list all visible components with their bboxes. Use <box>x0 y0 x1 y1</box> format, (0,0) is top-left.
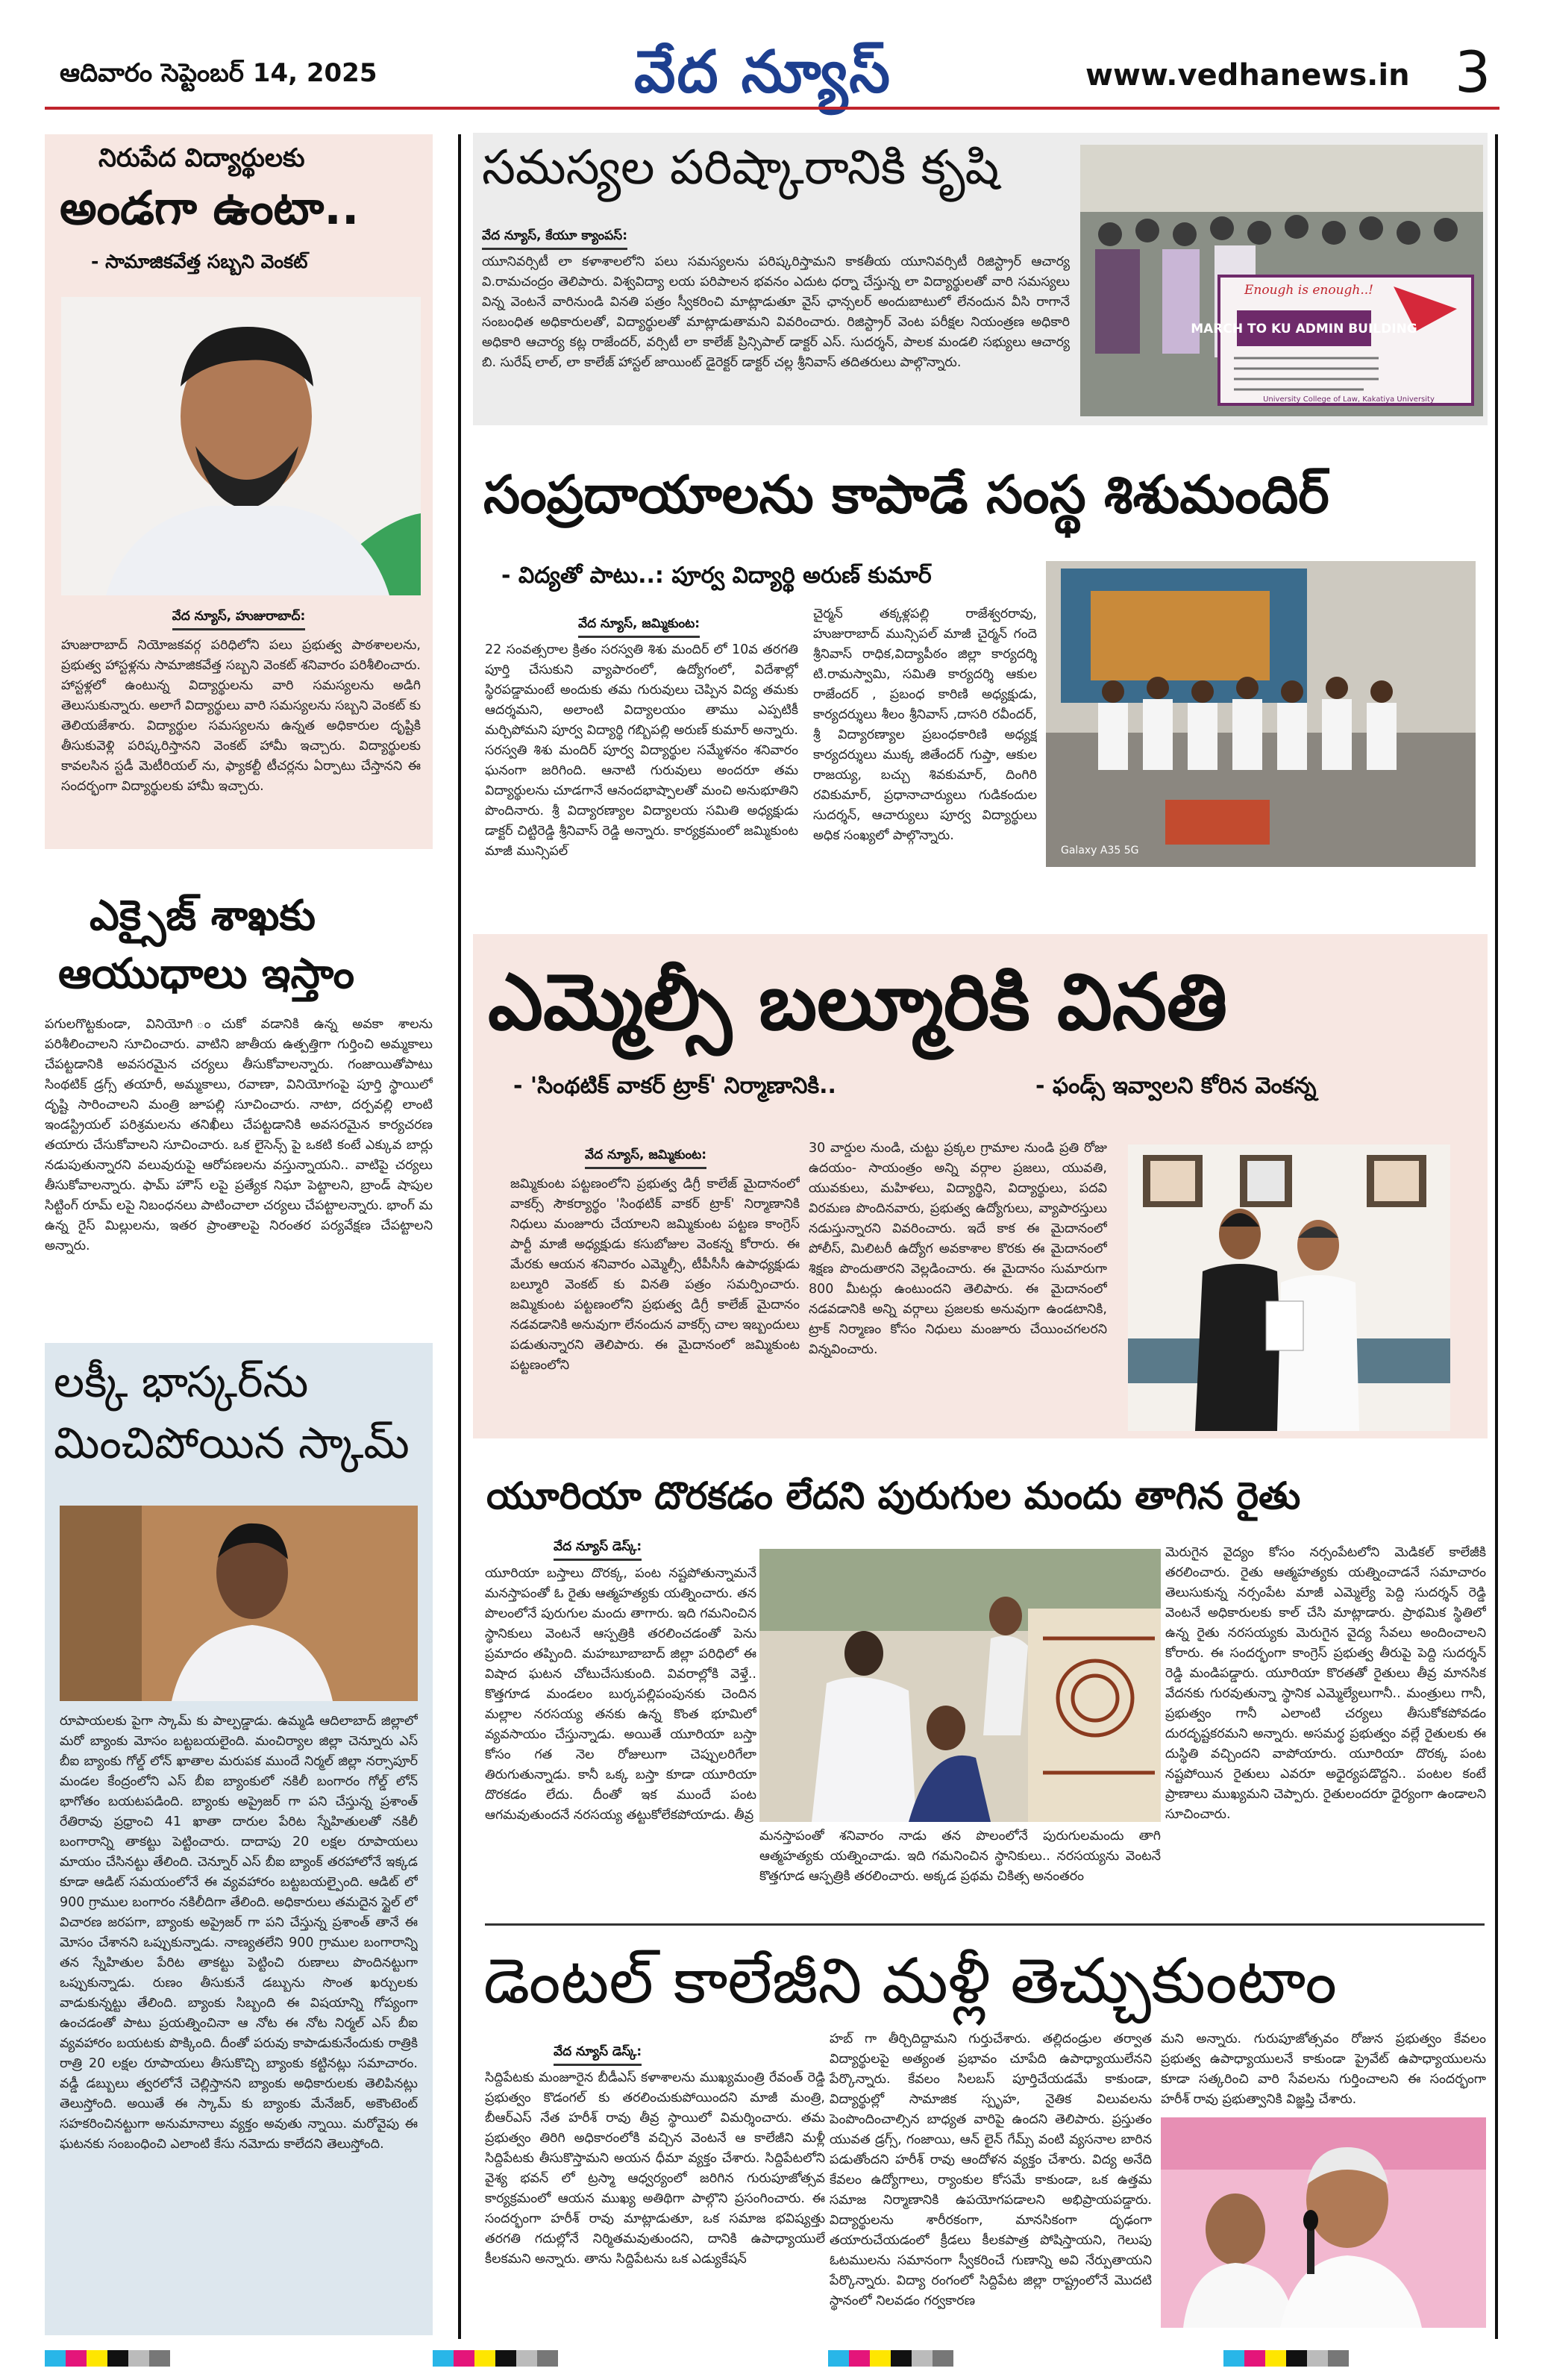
story4-headline: సమస్యల పరిష్కారానికి కృషి <box>482 140 1000 195</box>
story-ngo-panel <box>45 134 433 849</box>
story1-headline: అండగా ఉంటా.. <box>60 181 360 235</box>
story2-headline-2: ఆయుధాలు ఇస్తాం <box>58 950 354 998</box>
story1-kicker: నిరుపేద విద్యార్థులకు <box>98 143 305 173</box>
story-law-panel <box>473 133 1488 425</box>
section-rule <box>485 1923 1485 1926</box>
banner-small-text: Enough is enough..! <box>1244 283 1374 298</box>
story5-subhead: - విద్యతో పాటు..: పూర్వ విద్యార్థి అరుణ్ కుమార్ <box>501 563 932 589</box>
story-scam-panel <box>45 1343 433 2335</box>
story1-subhead: - సామాజికవేత్త సబ్బని వెంకట్ <box>91 251 308 272</box>
story2-headline-1: ఎక్సైజ్ శాఖకు <box>90 892 316 940</box>
story6-body-col1: జమ్మికుంట పట్టణంలోని ప్రభుత్వ డిగ్రీ కాలేజ్ మైదానంలో వాకర్స్ సౌకర్యార్థం 'సింథటిక్ వాకర్ ట్రాక్' నిర్మాణానికి నిధులు మంజూరు చేయాలని జమ్మికుంట పట్టణ కాంగ్రెస్ పార్టీ మాజీ అధ్యక్షుడు కసుబోజుల వెంకన్న కోరారు. ఈ మేరకు ఆయన శనివారం ఎమ్మెల్సీ, టీపీసీసీ ఉపాధ్యక్షుడు బల్మూరి వెంకట్ కు వినతి పత్రం సమర్పించారు. జమ్మికుంట పట్టణంలోని ప్రభుత్వ డిగ్రీ కాలేజ్ మైదానం నడవడానికి అనువుగా లేనందున వాకర్స్ చాల ఇబ్బందులు పడుతున్నారని తెలిపారు. ఈ మైదానంలో జమ్మికుంట పట్టణంలోని <box>510 1177 800 1373</box>
banner-footer-text: University College of Law, Kakatiya University <box>1263 395 1435 404</box>
story3-body: రూపాయలకు పైగా స్కామ్ కు పాల్పడ్డాడు. ఉమ్మడి ఆదిలాబాద్ జిల్లాలో మరో బ్యాంకు మోసం బట్టబయలైంది. మంచిర్యాల జిల్లా చెన్నూరు ఎస్ బీఐ బ్యాంకు గోల్డ్ లోన్ ఖాతాల మరుపక ముందే నిర్మల్ జిల్లా నర్సాపూర్ మండల కేంద్రంలోని ఎస్ బీఐ బ్యాంకులో నకిలీ బంగారం గోల్డ్ లోన్ భాగోతం బయటపడింది. బ్యాంకు అప్రైజర్ గా పని చేస్తున్న ప్రశాంత్ రేతిరావు ప్రధ్రాంచి 41 ఖాతా దారుల పేరిట స్నేహితులతో నకిలీ బంగారాన్ని తాకట్టు పెట్టించారు. దాదాపు 20 లక్షల రూపాయలు మాయం చేసినట్టు తేలింది. చెన్నూర్ ఎస్ బీఐ బ్యాంక్ తరహాలోనే ఇక్కడ కూడా ఆడిట్ సమయంలోనే ఈ వ్యవహారం బట్టబయల్పైంది. ఆడిట్ లో 900 గ్రాముల బంగారం నకిలీదిగా తేలింది. అధికారులు తమదైన స్టైల్ లో విచారణ జరపగా, బ్యాంకు అప్రైజర్ గా పని చేస్తున్న ప్రశాంత్ తానే ఈ మోసం చేశానని ఒప్పుకున్నాడు. నాణ్యతలేని 900 గ్రాముల బంగారాన్ని తన స్నేహితుల పేరిట తాకట్టు పెట్టించి రుణాలు పొందినట్టుగా ఒప్పుకున్నాడు. రుణం తీసుకునే డబ్బును సొంత ఖర్చులకు వాడుకున్నట్టు తేలింది. బ్యాంకు సిబ్బంది ఈ విషయాన్ని గోప్యంగా ఉంచడంతో పాటు ప్రయత్నించినా ఆ నోట ఈ నోట నిర్మల్ ఎస్ బీఐ వ్యవహారం బయటకు పొక్కింది. దీంతో పరువు కాపాడుకునేందుకు రాత్రికి రాత్రి 20 లక్షల రూపాయలు తీసుకొచ్చి బ్యాంకు కట్టినట్లు సమాచారం. వడ్డీ డబ్బులు త్వరలోనే చెల్లిస్తానని బ్యాంకు అధికారులకు తెలిపినట్లు తెలుస్తోంది. అయితే ఈ స్కామ్ కు బ్యాంకు మేనేజర్, అకౌంటెంట్ సహకరించినట్టుగా అనుమానాలు వ్యక్తం అవుతు న్నాయి. మరోవైపు ఈ ఘటనకు సంబంధించి ఎలాంటి కేసు నమోదు కాలేదని తెలుస్తోంది. <box>60 1714 418 2152</box>
story8-body-col3: మని అన్నారు. గురుపూజోత్సవం రోజున ప్రభుత్వం కేవలం ప్రభుత్వ ఉపాధ్యాయులనే కాకుండా ప్రైవేట్ ఉపాధ్యాయులను కూడా సత్కరించి వారి సేవలను గుర్తించాలని ఈ సందర్భంగా హరీశ్ రావు ప్రభుత్వానికి విజ్ఞప్తి చేశారు. <box>1161 2032 1486 2107</box>
story8-body-col2: హబ్ గా తీర్చిదిద్దామని గుర్తుచేశారు. తల్లిదండ్రుల తర్వాత విద్యార్థులపై అత్యంత ప్రభావం చూపేది ఉపాధ్యాయులేనని పేర్కొన్నారు. కేవలం సిలబస్ పూర్తిచేయడమే కాకుండా, విద్యార్థుల్లో సామాజిక స్పృహ, నైతిక విలువలను పెంపొందించాల్సిన బాధ్యత వారిపై ఉందని తెలిపారు. ప్రస్తుతం యువత డ్రగ్స్, గంజాయి, ఆన్ లైన్ గేమ్స్ వంటి వ్యసనాల బారిన పడుతోందని హరీశ్ రావు ఆందోళన వ్యక్తం చేశారు. విద్య అనేది కేవలం ఉద్యోగాలు, ర్యాంకుల కోసమే కాకుండా, ఒక ఉత్తమ సమాజ నిర్మాణానికి ఉపయోగపడాలని అభిప్రాయపడ్డారు. విద్యార్థులను శారీరకంగా, మానసికంగా దృఢంగా తయారుచేయడంలో క్రీడలు కీలకపాత్ర పోషిస్తాయని, గెలుపు ఓటములను సమానంగా స్వీకరించే గుణాన్ని అవి నేర్పుతాయని పేర్కొన్నారు. విద్యా రంగంలో సిద్దిపేట జిల్లా రాష్ట్రంలోనే మొదటి స్థానంలో నిలవడం గర్వకారణ <box>830 2032 1152 2308</box>
farmer-photo <box>759 1549 1161 1822</box>
speaker-photo <box>1161 2117 1486 2328</box>
story8-headline: డెంటల్ కాలేజీని మళ్లీ తెచ్చుకుంటాం <box>483 1944 1337 2017</box>
story1-body: హుజురాబాద్ నియోజకవర్గ పరిధిలోని పలు ప్రభుత్వ పాఠశాలలను, ప్రభుత్వ హాస్టళ్లను సామాజికవేత్త సబ్బని వెంకట్ శనివారం పరిశీలించారు. హాస్టళ్లలో ఉంటున్న విద్యార్థులను వారి సమస్యలను అడిగి తెలుసుకున్నారు. అలాగే విద్యార్థులు వారి సమస్యలను సబ్బని వెంకట్ కు తెలియజేశారు. విద్యార్థుల సమస్యలను ఉన్నత అధికారుల దృష్టికి తీసుకువెళ్లి పరిష్కరిస్తానని వెంకట్ హామీ ఇచ్చారు. విద్యార్థులకు కావలసిన స్టడీ మెటీరియల్ ను, ఫ్యాకల్టీ టీచర్లను ఏర్పాటు చేస్తానని ఈ సందర్భంగా విద్యార్థులకు హామీ ఇచ్చారు. <box>61 638 421 794</box>
header-rule <box>45 107 1499 110</box>
story6-byline: వేద న్యూస్, జమ్మికుంట: <box>585 1147 706 1169</box>
story4-body: యూనివర్సిటీ లా కళాశాలలోని పలు సమస్యలను పరిష్కరిస్తామని కాకతీయ యూనివర్సిటీ రిజిస్ట్రార్ ఆచార్య వి.రామచంద్రం తెలిపారు. విశ్వవిద్యా లయ పరిపాలన భవనం ఎదుట ధర్నా చేస్తున్న లా విద్యార్థులతో వారి సమస్యలు విన్న వెంటనే వారినుండి వినతి పత్రం స్వీకరించి మాట్లాడుతూ వైస్ ఛాన్సలర్ అందుబాటులో లేనందున వీసి రాగానే సంబంధిత అధికారులతో, విద్యార్థులతో మాట్లాడుతామని వివరించారు. రిజిస్ట్రార్ వెంట పరీక్షల నియంత్రణ అధికారి అధికారి ఆచార్య కట్ల రాజేందర్, వర్సిటీ లా కాలేజ్ ప్రిన్సిపాల్ డాక్టర్ ఎస్. సుదర్శన్, పాలక మండలి సభ్యులు ఆచార్య బి. సురేష్ లాల్, లా కాలేజ్ హాస్టల్ జాయింట్ డైరెక్టర్ డాక్టర్ చల్ల శ్రీనివాస్ తదితరులు పాల్గొన్నారు. <box>482 254 1070 370</box>
story8-byline: వేద న్యూస్ డెస్క్: <box>554 2044 642 2066</box>
banner-big-text: MARCH TO KU ADMIN BUILDING <box>1191 322 1417 336</box>
masthead-logo: వేద న్యూస్ <box>634 39 892 106</box>
story7-body-col1: యూరియా బస్తాలు దొరక్క, పంట నష్టపోతున్నామనే మనస్తాపంతో ఓ రైతు ఆత్మహత్యకు యత్నించారు. తన పొలంలోనే పురుగుల మందు తాగారు. ఇది గమనించిన స్థానికులు వెంటనే ఆస్పత్రికి తరలించడంతో పెను ప్రమాదం తప్పింది. మహబూబాబాద్ జిల్లా పరిధిలో ఈ విషాద ఘటన చోటుచేసుకుంది. వివరాల్లోకి వెళ్తే.. కొత్తగూడ మండలం బుర్కపల్లిపంపునకు చెందిన మల్లాల నరసయ్య తనకు ఉన్న కొంత భూమిలో వ్యవసాయం చేస్తున్నాడు. అయితే యూరియా బస్తా కోసం గత నెల రోజులుగా చెప్పులరిగేలా తిరుగుతున్నాడు. కానీ ఒక్క బస్తా కూడా యూరియా దొరకడం లేదు. దీంతో ఇక ముందే పంట ఆగమవుతుందనే నరసయ్య తట్టుకోలేకపోయాడు. తీవ్ర <box>485 1566 756 1823</box>
story6-body-col2: 30 వార్డుల నుండి, చుట్టు ప్రక్కల గ్రామాల నుండి ప్రతి రోజు ఉదయం- సాయంత్రం అన్ని వర్గాల ప్రజలు, యువతి, యువకులు, మహిళలు, విద్యార్థిని, విద్యార్థులు, పదవి విరమణ పొందినవారు, ప్రభుత్వ ఉద్యోగులు, వ్యాపారస్తులు నడుస్తున్నారని వివరించారు. ఇదే కాక ఈ మైదానంలో పోలీస్, మిలిటరీ ఉద్యోగ అవకాశాల కొరకు ఈ మైదానంలో శిక్షణ పొందుతారని వెల్లడించారు. ఈ మైదానం సుమారుగా 800 మీటర్లు ఉంటుందని తెలిపారు. ఈ మైదానంలో నడవడానికి అన్ని వర్గాలు ప్రజలకు అనువుగా ఉండటానికి, ట్రాక్ నిర్మాణం కోసం నిధులు మంజూరు చేయించగలరని విన్నవించారు. <box>809 1141 1107 1357</box>
story2-body: పగులగొట్టకుండా, వినియోగి ంచుకో వడానికి ఉన్న అవకా శాలను పరిశీలించాలని సూచించారు. వాటిని జాతీయ ఉత్పత్తిగా గుర్తించి అమ్మకాలు చేపట్టడానికి అవసరమైన చర్యలు తీసుకోవాలన్నారు. గంజాయితోపాటు సింథటిక్ డ్రగ్స్ తయారీ, అమ్మకాలు, రవాణా, వినియోగంపై పూర్తి స్థాయిలో దృష్టి సారించాలని మంత్రి జూపల్లి సూచించారు. నాటా, దర్పవల్లి లాంటి ఇండస్ట్రియల్ పరిశ్రమలను తనిఖీలు చేపట్టడానికి అవసరమైన కార్యచరణ తయారు చేసుకోవాలని సూచించారు. ఒక లైసెన్స్ పై ఒకటి కంటే ఎక్కువ బార్లు నడుపుతున్నారని వలువురుపై ఆరోపణలను వస్తున్నాయని.. వాటిపై చర్యలు తీసుకోవాలన్నారు. ఫామ్ హౌస్ లపై ప్రత్యేక నిఘా పెట్టాలని, బ్రాండ్ షాపుల సిట్టింగ్ రూమ్ లపై నిబంధనలు పాటించాలా చర్యలు చేపట్టాలన్నారు. భాంగ్ మ ఉన్న రైస్ మిల్లులను, ఇతర ప్రాంతాలపై నిరంతర పర్యవేక్షణ చేపట్టాలని అన్నారు. <box>45 1017 433 1253</box>
story-mlc-panel <box>473 934 1488 1438</box>
alumni-photo <box>1046 561 1476 867</box>
story7-headline: యూరియా దొరకడం లేదని పురుగుల మందు తాగిన రైతు <box>486 1474 1301 1518</box>
story6-sub-left: - 'సింథటిక్ వాకర్ ట్రాక్' నిర్మాణానికి.. <box>513 1073 836 1099</box>
accused-photo <box>60 1506 418 1701</box>
print-registration-bar <box>45 2350 1499 2367</box>
story7-byline: వేద న్యూస్ డెస్క్: <box>554 1539 642 1561</box>
website-url[interactable]: www.vedhanews.in <box>1085 58 1410 93</box>
story6-headline: ఎమ్మెల్సీ బల్మూరికి వినతి <box>488 956 1228 1047</box>
story3-headline-2: మించిపోయిన స్కామ్ <box>54 1418 410 1468</box>
column-rule-left <box>458 134 461 2339</box>
story1-byline: వేద న్యూస్, హుజురాబాద్: <box>172 609 306 630</box>
story5-headline: సంప్రదాయాలను కాపాడే సంస్థ శిశుమందిర్ <box>483 464 1329 525</box>
column-rule-right <box>1495 134 1498 2339</box>
portrait-photo <box>61 297 421 595</box>
story8-body-col1: సిద్దిపేటకు మంజూరైన బీడీఎస్ కళాశాలను ముఖ్యమంత్రి రేవంత్ రెడ్డి ప్రభుత్వం కొడంగల్ కు తరలించుకుపోయిందని మాజీ మంత్రి, బీఆర్ఎస్ నేత హరీశ్ రావు తీవ్ర స్థాయిలో విమర్శించారు. తమ ప్రభుత్వం తిరిగి అధికారంలోకి వచ్చిన వెంటనే ఆ కాలేజీని మళ్లీ సిద్దిపేటకు తీసుకొస్తామని అయన ధీమా వ్యక్తం చేశారు. సిద్దిపేటలోని వైశ్య భవన్ లో ట్రస్మా ఆధ్వర్యంలో జరిగిన గురుపూజోత్సవ కార్యక్రమంలో ఆయన ముఖ్య అతిథిగా పాల్గొని ప్రసంగించారు. ఈ సందర్భంగా హరీశ్ రావు మాట్లాడుతూ, ఒక సమాజ భవిష్యత్తు తరగతి గదుల్లోనే నిర్మితమవుతుందని, దానికి ఉపాధ్యాయులే కీలకమని అన్నారు. తాను సిద్దిపేటను ఒక ఎడ్యుకేషన్ <box>485 2070 825 2267</box>
page-number: 3 <box>1455 39 1491 105</box>
story5-body-col1: 22 సంవత్సరాల క్రితం సరస్వతి శిశు మందిర్ లో 10వ తరగతి పూర్తి చేసుకుని వ్యాపారంలో, ఉద్యోగంలో, విదేశాల్లో స్థిరపడ్డామంటే అందుకు తమ గురువులు చెప్పిన విద్య తమకు ఆదర్శమని, అలాంటి విద్యాలయం తాము ఎప్పటికీ మర్చిపోమని పూర్వ విద్యార్థి గబ్బిపల్లి అరుణ్ కుమార్ అన్నారు. సరస్వతి శిశు మందిర్ పూర్వ విద్యార్థుల సమ్మేళనం శనివారం ఘనంగా జరిగింది. ఆనాటి గురువులు అందరూ తమ విద్యార్థులను చూడగానే ఆనందభాష్పాలతో మంచి అనుభూతిని పొందినారు. శ్రీ విద్యారణ్యాల విద్యాలయ సమితి అధ్యక్షుడు డాక్టర్ చిట్టిరెడ్డి శ్రీనివాస్ రెడ్డి అన్నారు. కార్యక్రమంలో జమ్మికుంట మాజీ మున్సిపల్ <box>485 642 798 859</box>
story4-byline: వేద న్యూస్, కేయూ క్యాంపస్: <box>482 228 627 250</box>
story5-byline: వేద న్యూస్, జమ్మికుంట: <box>578 616 700 638</box>
petition-photo <box>1128 1144 1450 1431</box>
story6-sub-right: - ఫండ్స్ ఇవ్వాలని కోరిన వెంకన్న <box>1035 1073 1317 1099</box>
protest-photo <box>1080 145 1483 416</box>
story3-headline-1: లక్కీ భాస్కర్‌ను <box>54 1356 309 1407</box>
issue-date: ఆదివారం సెప్టెంబర్ 14, 2025 <box>60 58 377 88</box>
story7-body-col2: మనస్తాపంతో శనివారం నాడు తన పొలంలోనే పురుగులమందు తాగి ఆత్మహత్యకు యత్నించాడు. ఇది గమనించిన స్థానికులు.. నరసయ్యను వెంటనే కొత్తగూడ ఆస్పత్రికి తరలించారు. అక్కడ ప్రథమ చికిత్స అనంతరం <box>759 1829 1161 1884</box>
story7-body-col3: మెరుగైన వైద్యం కోసం నర్సంపేటలోని మెడికల్ కాలేజీకి తరలించారు. రైతు ఆత్మహత్యకు యత్నించాడనే సమాచారం తెలుసుకున్న నర్సంపేట మాజీ ఎమ్మెల్యే పెద్ది సుదర్శన్ రెడ్డి వెంటనే అధికారులకు కాల్ చేసి మాట్లాడారు. ప్రాథమిక స్థితిలో ఉన్న రైతు నరసయ్యకు మెరుగైన వైద్య సేవలు అందించాలని కోరారు. ఈ సందర్భంగా కాంగ్రెస్ ప్రభుత్వ తీరుపై పెద్ది సుదర్శన్ రెడ్డి మండిపడ్డారు. యూరియా కొరతతో రైతులు తీవ్ర మానసిక వేదనకు గురవుతున్నా స్థానిక ఎమ్మెల్యేలుగానీ.. మంత్రులు గానీ, ప్రభుత్వం గానీ ఎలాంటి చర్యలు తీసుకోకపోవడం దురదృష్టకరమని అన్నారు. అసమర్థ ప్రభుత్వం వల్లే రైతులకు ఈ దుస్థితి వచ్చిందని వాపోయారు. యూరియా దొరక్క పంట నష్టపోయిన రైతులు ఎవరూ అధైర్యపడొద్దని.. పంటల కంటే ప్రాణాలు ముఖ్యమని చెప్పారు. రైతులందరూ ధైర్యంగా ఉండాలని సూచించారు. <box>1165 1545 1486 1822</box>
story5-body-col2: చైర్మన్ తక్కళ్లపల్లి రాజేశ్వరరావు, హుజురాబాద్ మున్సిపల్ మాజీ చైర్మన్ గందె శ్రీనివాస్ రాధిక,విద్యాపీఠం జిల్లా కార్యదర్శి టి.రామస్వామి, సమితి కార్యదర్శి ఆకుల రాజేందర్ , ప్రబంధ కారిణి అధ్యక్షుడు, కార్యదర్శులు శీలం శ్రీనివాస్ ,దాసరి రవీందర్, శ్రీ విద్యారణ్యాల ప్రబంధకారిణి అధ్యక్ష కార్యదర్శులు ముక్క జితేందర్ గుప్తా, ఆకుల రాజయ్య, బచ్చు శివకుమార్, దింగిరి రవికుమార్, ప్రధానాచార్యులు గుడికందుల సుదర్శన్, ఆచార్యులు పూర్వ విద్యార్థులు అధిక సంఖ్యలో పాల్గొన్నారు. <box>813 607 1037 843</box>
photo-caption: Galaxy A35 5G <box>1061 845 1139 857</box>
